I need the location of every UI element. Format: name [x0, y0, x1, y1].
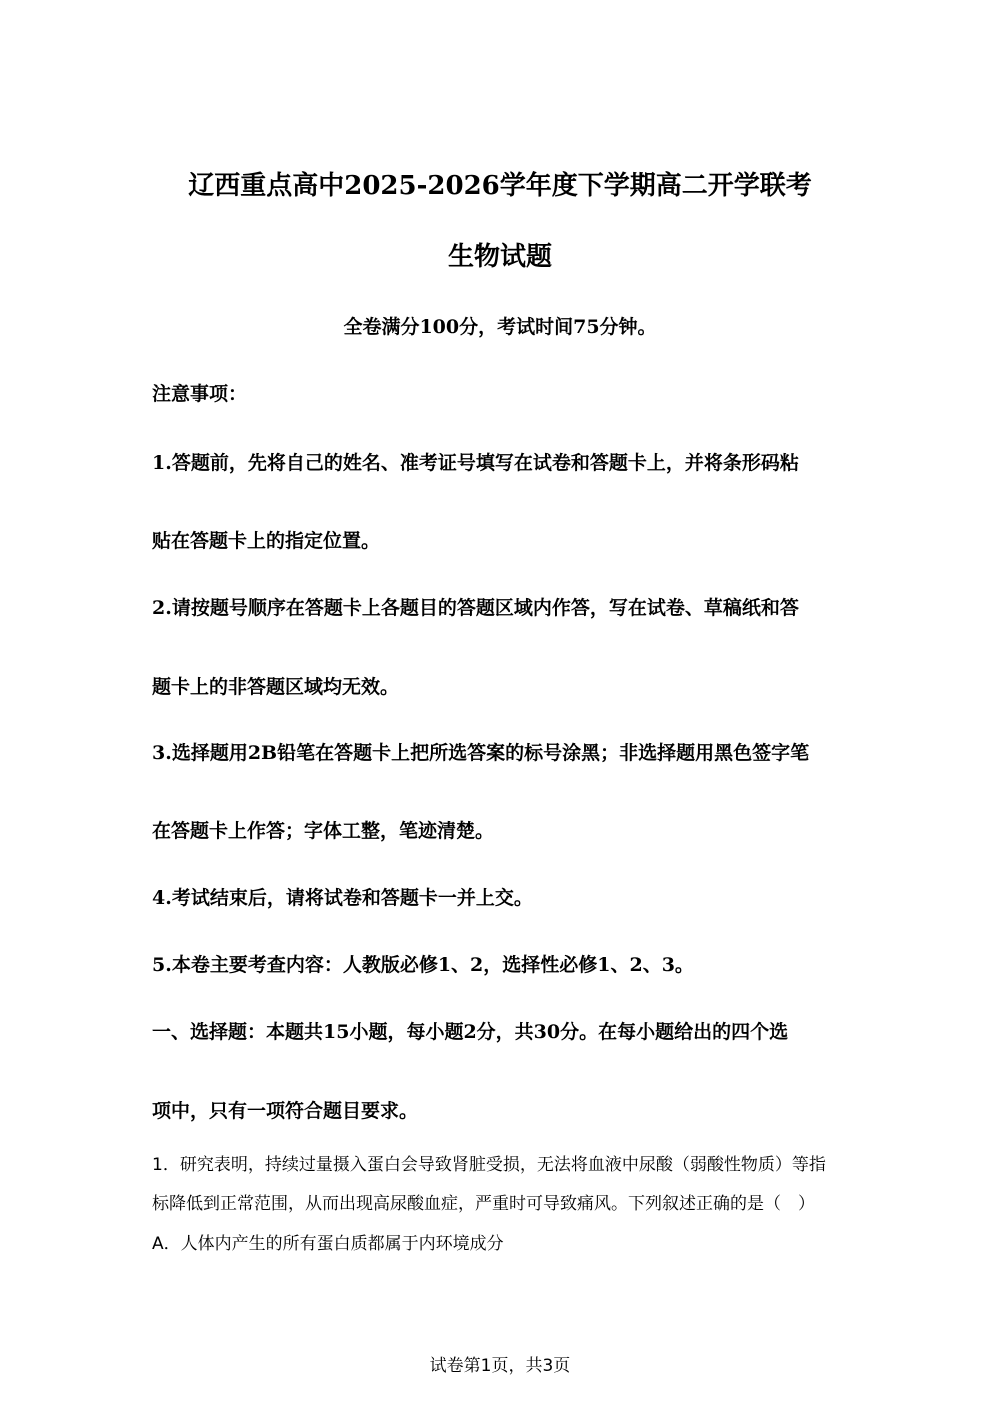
exam-title: 辽西重点高中2025-2026学年度下学期高二开学联考: [188, 171, 812, 201]
notice-1-line-1: 1.答题前，先将自己的姓名、准考证号填写在试卷和答题卡上，并将条形码粘: [152, 452, 799, 474]
notice-2-line-1: 2.请按题号顺序在答题卡上各题目的答题区域内作答，写在试卷、草稿纸和答: [152, 597, 799, 619]
notice-5: 5.本卷主要考查内容：人教版必修1、2，选择性必修1、2、3。: [152, 954, 694, 976]
notice-heading: 注意事项：: [152, 383, 248, 405]
notice-3-line-1: 3.选择题用2B铅笔在答题卡上把所选答案的标号涂黑；非选择题用黑色签字笔: [152, 742, 810, 764]
section-1-heading-line-1: 一、选择题：本题共15小题，每小题2分，共30分。在每小题给出的四个选: [152, 1021, 789, 1043]
exam-subtitle: 生物试题: [447, 242, 552, 272]
notice-4: 4.考试结束后，请将试卷和答题卡一并上交。: [152, 887, 533, 909]
section-1-heading-line-2: 项中，只有一项符合题目要求。: [152, 1100, 419, 1122]
notice-3-line-2: 在答题卡上作答；字体工整，笔迹清楚。: [152, 820, 495, 842]
notice-2-line-2: 题卡上的非答题区域均无效。: [152, 676, 400, 698]
question-1-option-a: A．人体内产生的所有蛋白质都属于内环境成分: [152, 1234, 504, 1254]
page-footer: 试卷第1页，共3页: [429, 1356, 571, 1376]
notice-1-line-2: 贴在答题卡上的指定位置。: [152, 530, 381, 552]
exam-info: 全卷满分100分，考试时间75分钟。: [343, 316, 657, 338]
question-1-line-2: 标降低到正常范围，从而出现高尿酸血症，严重时可导致痛风。下列叙述正确的是（ ）: [152, 1194, 815, 1214]
question-1-line-1: 1．研究表明，持续过量摄入蛋白会导致肾脏受损，无法将血液中尿酸（弱酸性物质）等指: [152, 1155, 826, 1175]
